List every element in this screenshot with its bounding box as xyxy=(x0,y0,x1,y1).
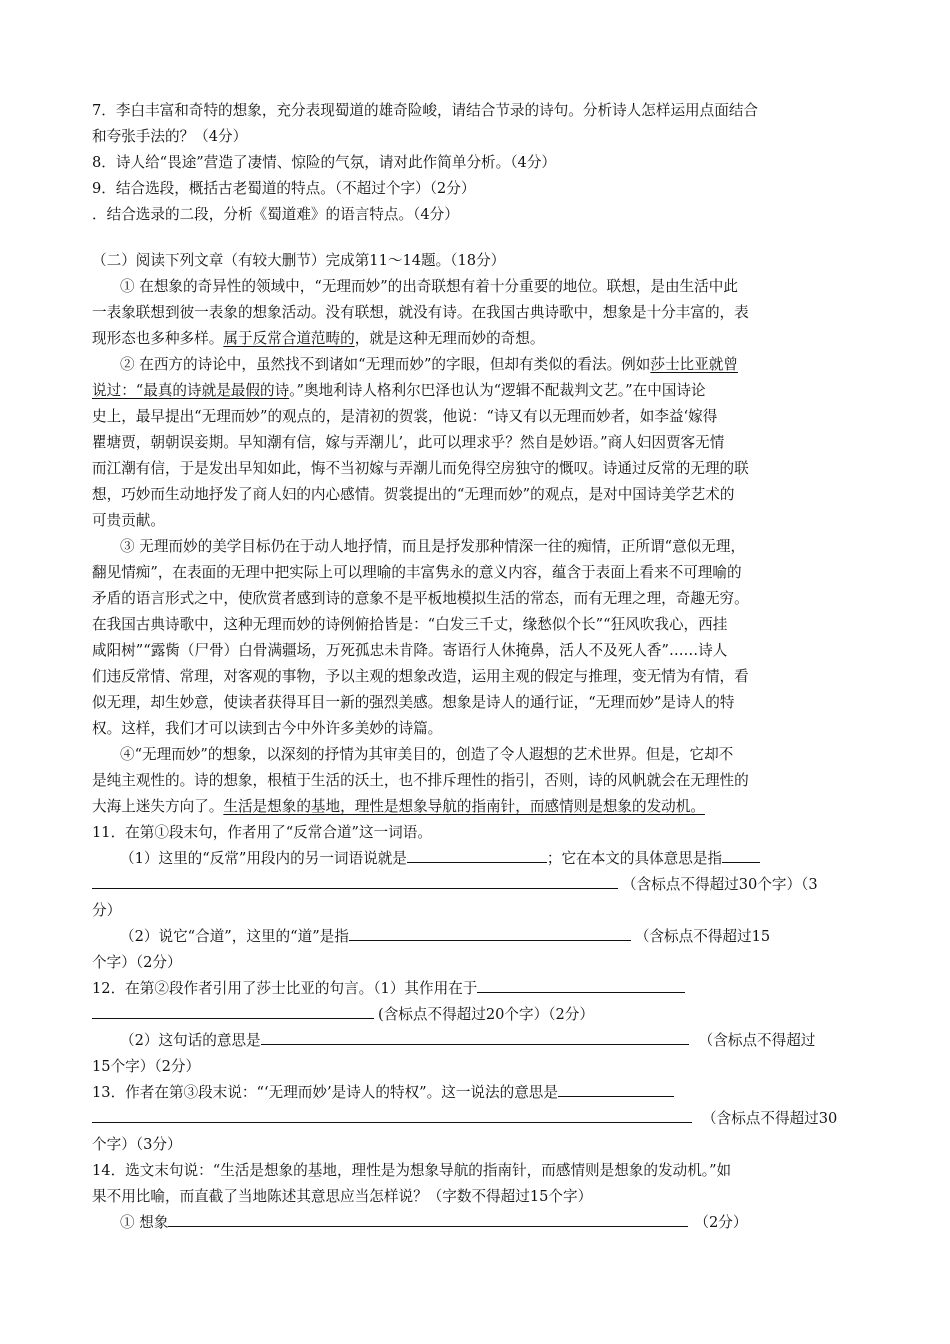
question-11-1-prompt-b: ；它在本文的具体意思是指 xyxy=(546,850,723,867)
answer-blank-11-2[interactable] xyxy=(349,924,631,941)
question-13-prompt: 13．作者在第③段末说：“‘无理而妙’是诗人的特权”。这一说法的意思是 xyxy=(92,1084,558,1101)
paragraph-2-line-5: 而江潮有信，于是发出早知如此，悔不当初嫁与弄潮儿而免得空房独守的慨叹。诗通过反常的无理的联 xyxy=(92,460,749,477)
question-11-2-line-2: 个字）（2分） xyxy=(92,954,182,971)
question-14-line-2: 果不用比喻，而直截了当地陈述其意思应当怎样说？（字数不得超过15个字） xyxy=(92,1188,593,1205)
paragraph-3-line-5: 咸阳树”“露胔（尸骨）白骨满疆场，万死孤忠未肯降。寄语行人休掩鼻，活人不及死人香”……诗人 xyxy=(92,642,728,659)
paragraph-2-line-2 xyxy=(92,378,860,404)
question-14-1-prompt: ① 想象 xyxy=(120,1214,169,1231)
spacer xyxy=(92,228,860,248)
question-7-line-1: 7．李白丰富和奇特的想象，充分表现蜀道的雄奇险峻，请结合节录的诗句。分析诗人怎样运用点面结合 xyxy=(92,102,759,119)
paragraph-4-line-2: 是纯主观性的。诗的想象，根植于生活的沃土，也不排斥理性的指引，否则，诗的风帆就会在无理性的 xyxy=(92,772,749,789)
answer-blank-11-1-a[interactable] xyxy=(407,846,547,863)
question-11-1-line-1 xyxy=(92,846,860,872)
question-12-prompt: 12．在第②段作者引用了莎士比亚的句言。（1）其作用在于 xyxy=(92,980,478,997)
paragraph-3-line-4: 在我国古典诗歌中，这种无理而妙的诗例俯拾皆是：“白发三千丈，缘愁似个长”“狂风吹我心，西挂 xyxy=(92,616,728,633)
question-11-1-limit: （含标点不得超过30个字）（3 xyxy=(622,876,818,893)
question-11-2-limit: （含标点不得超过15 xyxy=(634,928,771,945)
question-12-2-limit: （含标点不得超过 xyxy=(698,1032,816,1049)
question-14-line-1: 14．选文末句说：“生活是想象的基地，理性是为想象导航的指南针，而感情则是想象的发动机。”如 xyxy=(92,1162,732,1179)
exam-page xyxy=(92,98,860,1236)
paragraph-2-line-1 xyxy=(92,352,860,378)
paragraph-4-line-3 xyxy=(92,794,860,820)
paragraph-3-line-8: 权。这样，我们才可以读到古今中外许多美妙的诗篇。 xyxy=(92,720,443,737)
answer-blank-11-1-c[interactable] xyxy=(92,872,618,889)
question-9: 9．结合选段，概括古老蜀道的特点。（不超过个字）（2分） xyxy=(92,180,476,197)
paragraph-2-line-7: 可贵贡献。 xyxy=(92,512,165,529)
paragraph-1-line-3 xyxy=(92,326,860,352)
paragraph-4-text-a: 大海上迷失方向了。 xyxy=(92,798,224,815)
question-13-line-1 xyxy=(92,1080,860,1106)
paragraph-2-underlined-b: 说过：“最真的诗就是最假的诗 xyxy=(92,382,290,399)
paragraph-1-line-1: ① 在想象的奇异性的领域中，“无理而妙”的出奇联想有着十分重要的地位。联想，是由生活中此 xyxy=(120,278,738,295)
paragraph-3-line-1: ③ 无理而妙的美学目标仍在于动人地抒情，而且是抒发那种情深一往的痴情，正所谓“意似无理， xyxy=(120,538,746,555)
section-2-heading: （二）阅读下列文章（有较大删节）完成第11～14题。（18分） xyxy=(92,252,506,269)
paragraph-2-text-a: ② 在西方的诗论中，虽然找不到诸如“无理而妙”的字眼，但却有类似的看法。例如 xyxy=(120,356,651,373)
question-12-2-line-2: 15个字）（2分） xyxy=(92,1058,201,1075)
question-12-2-line-1 xyxy=(92,1028,860,1054)
question-13-line-3: 个字）（3分） xyxy=(92,1136,182,1153)
answer-blank-13-a[interactable] xyxy=(558,1080,674,1097)
question-11-2-line-1 xyxy=(92,924,860,950)
question-13-limit: （含标点不得超过30 xyxy=(702,1110,838,1127)
paragraph-3-line-6: 们违反常情、常理，对客观的事物，予以主观的想象改造，运用主观的假定与推理，变无情为有情，看 xyxy=(92,668,749,685)
question-7-line-2: 和夸张手法的？（4分） xyxy=(92,128,248,145)
paragraph-1-text-b: ，就是这种无理而妙的奇想。 xyxy=(354,330,545,347)
paragraph-3-line-2: 翻见情痴”，在表面的无理中把实际上可以理喻的丰富隽永的意义内容，蕴含于表面上看来不可理喻的 xyxy=(92,564,742,581)
question-14-1-line xyxy=(92,1210,860,1236)
question-10: ．结合选录的二段，分析《蜀道难》的语言特点。（4分） xyxy=(92,206,459,223)
question-12-line-1 xyxy=(92,976,860,1002)
question-14-1-score: （2分） xyxy=(694,1214,748,1231)
paragraph-2-line-3: 史上，最早提出“无理而妙”的观点的，是清初的贺裳，他说：“诗又有以无理而妙者，如李益‘嫁得 xyxy=(92,408,718,425)
question-11-1-prompt-a: （1）这里的“反常”用段内的另一词语说就是 xyxy=(120,850,407,867)
paragraph-1-text-a: 现形态也多种多样。 xyxy=(92,330,224,347)
paragraph-1-line-2: 一表象联想到彼一表象的想象活动。没有联想，就没有诗。在我国古典诗歌中，想象是十分丰富的，表 xyxy=(92,304,749,321)
answer-blank-13-b[interactable] xyxy=(92,1106,692,1123)
answer-blank-11-1-b[interactable] xyxy=(722,846,760,863)
answer-blank-12-1-a[interactable] xyxy=(477,976,685,993)
paragraph-2-underlined-a: 莎士比亚就曾 xyxy=(650,356,738,373)
answer-blank-12-1-b[interactable] xyxy=(92,1002,374,1019)
question-11-1-line-2 xyxy=(92,872,860,898)
paragraph-3-line-3: 矛盾的语言形式之中，使欣赏者感到诗的意象不是平板地模拟生活的常态，而有无理之理，奇趣无穷。 xyxy=(92,590,749,607)
question-11-1-line-3: 分） xyxy=(92,902,122,919)
paragraph-2-line-6: 想，巧妙而生动地抒发了商人妇的内心感情。贺裳提出的“无理而妙”的观点，是对中国诗美学艺术的 xyxy=(92,486,735,503)
paragraph-2-line-4: 瞿塘贾，朝朝误妾期。早知潮有信，嫁与弄潮儿’，此可以理求乎？然自是妙语。”商人妇因贾客无情 xyxy=(92,434,725,451)
question-12-2-prompt: （2）这句话的意思是 xyxy=(120,1032,261,1049)
question-13-line-2 xyxy=(92,1106,860,1132)
paragraph-1-underlined: 属于反常合道范畴的 xyxy=(223,330,355,347)
question-11-stem: 11．在第①段末句，作者用了“反常合道”这一词语。 xyxy=(92,824,432,841)
paragraph-4-underlined: 生活是想象的基地，理性是想象导航的指南针，而感情则是想象的发动机。 xyxy=(223,798,705,815)
question-8: 8．诗人给“畏途”营造了凄情、惊险的气氛，请对此作简单分析。（4分） xyxy=(92,154,557,171)
question-12-line-2 xyxy=(92,1002,860,1028)
paragraph-4-line-1: ④“无理而妙”的想象，以深刻的抒情为其审美目的，创造了令人遐想的艺术世界。但是，它却不 xyxy=(120,746,734,763)
answer-blank-12-2[interactable] xyxy=(261,1028,689,1045)
paragraph-2-text-b: 。”奥地利诗人格利尔巴泽也认为“逻辑不配裁判文艺。”在中国诗论 xyxy=(289,382,706,399)
question-11-2-prompt: （2）说它“合道”，这里的“道”是指 xyxy=(120,928,349,945)
paragraph-3-line-7: 似无理，却生妙意，使读者获得耳目一新的强烈美感。想象是诗人的通行证，“无理而妙”是诗人的特 xyxy=(92,694,735,711)
question-12-limit: (含标点不得超过20个字）（2分） xyxy=(378,1006,594,1023)
answer-blank-14-1[interactable] xyxy=(168,1210,688,1227)
